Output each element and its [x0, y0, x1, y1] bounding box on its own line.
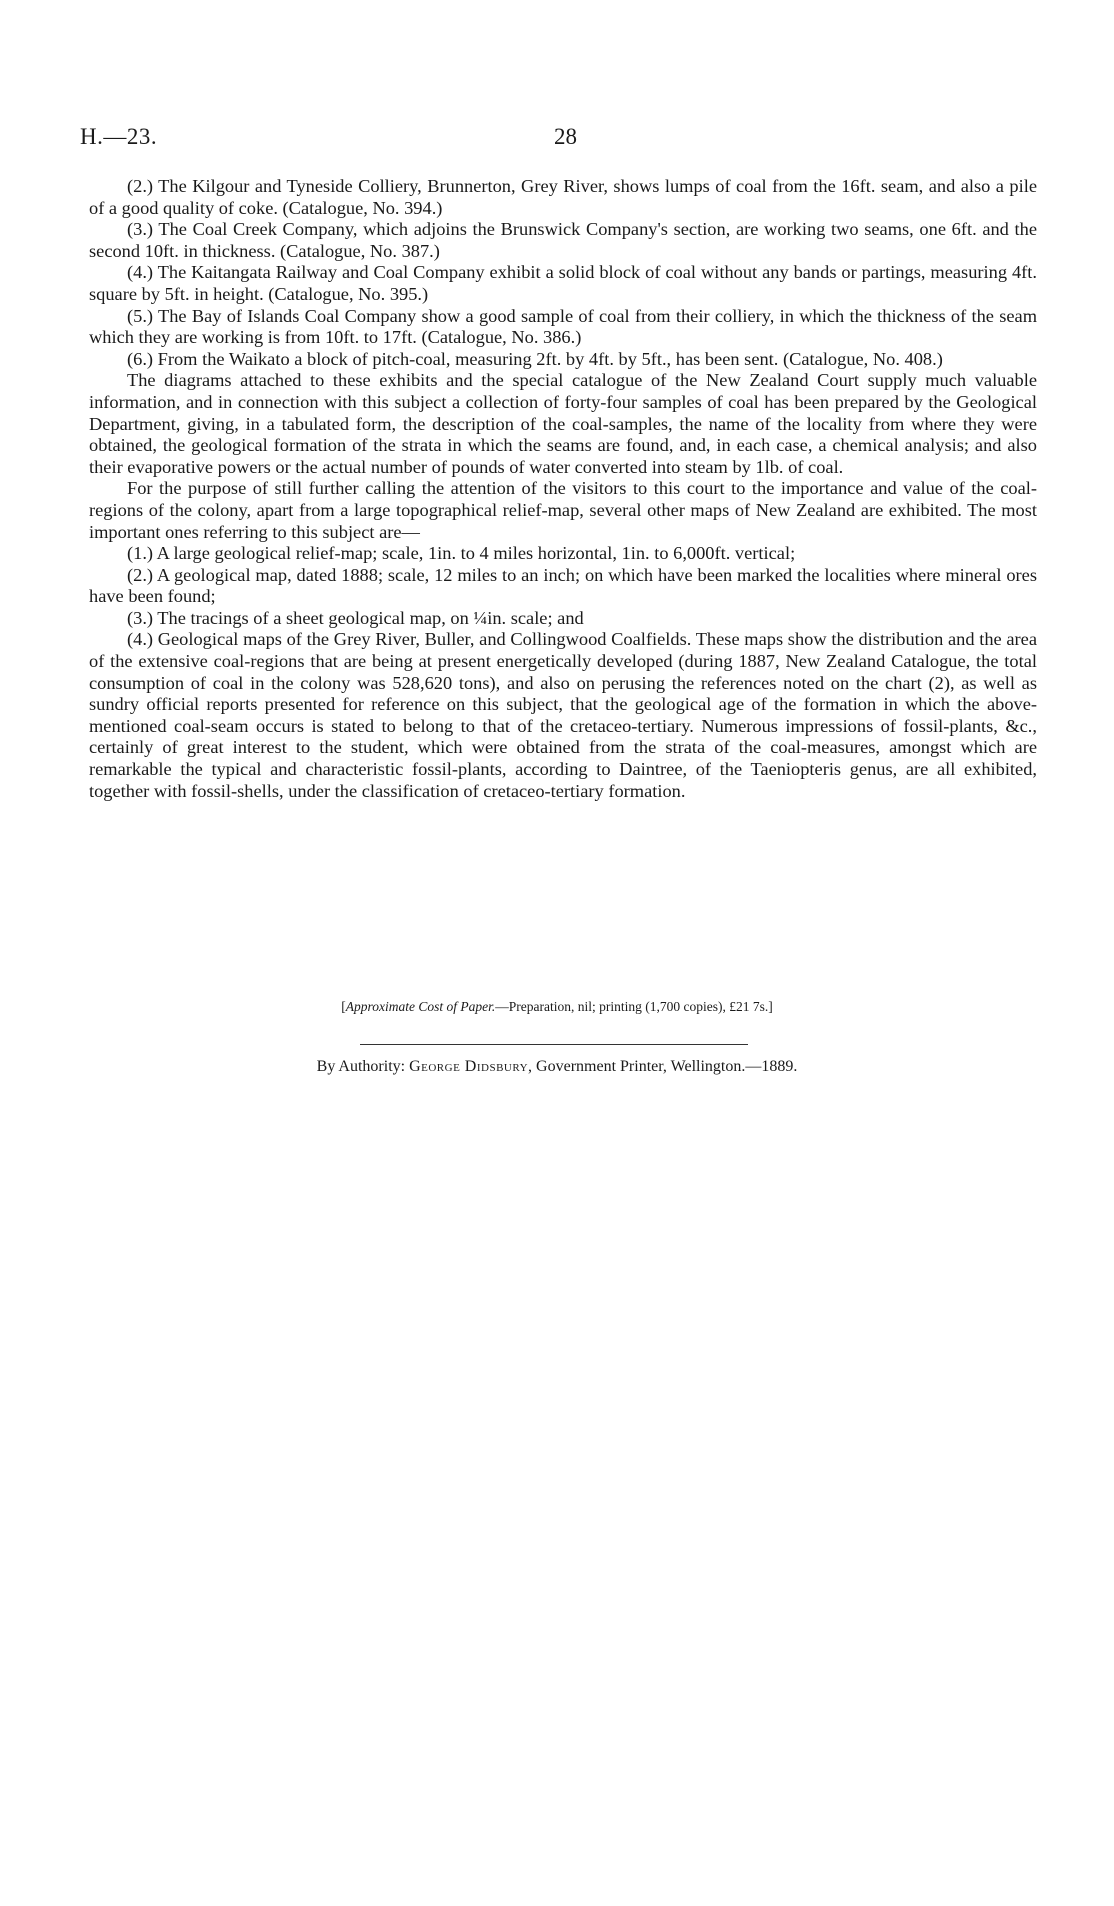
- authority-suffix: , Government Printer, Wellington.—1889.: [528, 1058, 798, 1075]
- paragraph-kilgour-colliery: (2.) The Kilgour and Tyneside Colliery, Brunnerton, Grey River, shows lumps of coal from the 16ft. seam, and also a pile of a good quality of coke. (Catalogue, No. 394.): [89, 176, 1037, 218]
- paragraph-diagrams: The diagrams attached to these exhibits and the special catalogue of the New Zealand Court supply much valuable information, and in connection with this subject a collection of forty-four samples of coal has been prepared by the Geological Department, giving, in a tabulated form, the description of the coal-samples, the name of the locality from where they were obtained, the geological formation of the strata in which the seams are found, and, in each case, a chemical analysis; and also their evaporative powers or the actual number of pounds of water converted into steam by 1lb. of coal.: [89, 370, 1037, 477]
- document-code: H.—23.: [80, 124, 158, 149]
- paragraph-geological-map: (2.) A geological map, dated 1888; scale, 12 miles to an inch; on which have been marked the localities where mineral ores have been found;: [89, 564, 1037, 607]
- paragraph-coalfield-maps: (4.) Geological maps of the Grey River, Buller, and Collingwood Coalfields. These maps show the distribution and the area of the extensive coal-regions that are being at present energetically developed (during 1887, New Zealand Catalogue, the total consumption of coal in the colony was 528,620 tons), and also on perusing the references noted on the chart (2), as well as sundry official reports presented for reference on this subject, that the geological age of the formation in which the above-mentioned coal-seam occurs is stated to belong to that of the cretaceo-tertiary. Numerous impressions of fossil-plants, &c., certainly of great interest to the student, which were obtained from the strata of the coal-measures, amongst which are remarkable the typical and characteristic fossil-plants, according to Daintree, of the Taeniopteris genus, are all exhibited, together with fossil-shells, under the classification of cretaceo-tertiary formation.: [89, 629, 1037, 801]
- paragraph-kaitangata: (4.) The Kaitangata Railway and Coal Company exhibit a solid block of coal without any bands or partings, measuring 4ft. square by 5ft. in height. (Catalogue, No. 395.): [89, 262, 1037, 304]
- printer-imprint: [0, 1058, 1114, 1076]
- authority-prefix: By Authority:: [316, 1058, 406, 1075]
- cost-note: [0, 999, 1114, 1015]
- cost-details: —Preparation, nil; printing (1,700 copies), £21 7s.]: [495, 999, 773, 1014]
- page-number: 28: [554, 124, 577, 149]
- paragraph-maps-intro: For the purpose of still further calling the attention of the visitors to this court to the importance and value of the coal-regions of the colony, apart from a large topographical relief-map, several other maps of New Zealand are exhibited. The most important ones referring to this subject are—: [89, 478, 1037, 542]
- paragraph-bay-of-islands: (5.) The Bay of Islands Coal Company show a good sample of coal from their colliery, in which the thickness of the seam which they are working is from 10ft. to 17ft. (Catalogue, No. 386.): [89, 305, 1037, 348]
- paragraph-waikato: (6.) From the Waikato a block of pitch-coal, measuring 2ft. by 4ft. by 5ft., has been sent. (Catalogue, No. 408.): [127, 348, 943, 369]
- cost-open-bracket: [: [341, 999, 346, 1014]
- paragraph-coal-creek: (3.) The Coal Creek Company, which adjoins the Brunswick Company's section, are working two seams, one 6ft. and the second 10ft. in thickness. (Catalogue, No. 387.): [89, 219, 1037, 261]
- cost-label: Approximate Cost of Paper.: [345, 999, 496, 1014]
- paragraph-relief-map: (1.) A large geological relief-map; scale, 1in. to 4 miles horizontal, 1in. to 6,000ft. vertical;: [127, 543, 796, 564]
- printer-name: George Didsbury: [409, 1058, 529, 1075]
- footer-divider: [360, 1044, 748, 1045]
- paragraph-tracings: (3.) The tracings of a sheet geological map, on ¼in. scale; and: [127, 607, 584, 628]
- body-text: [89, 176, 1037, 802]
- page-header: [80, 124, 1040, 154]
